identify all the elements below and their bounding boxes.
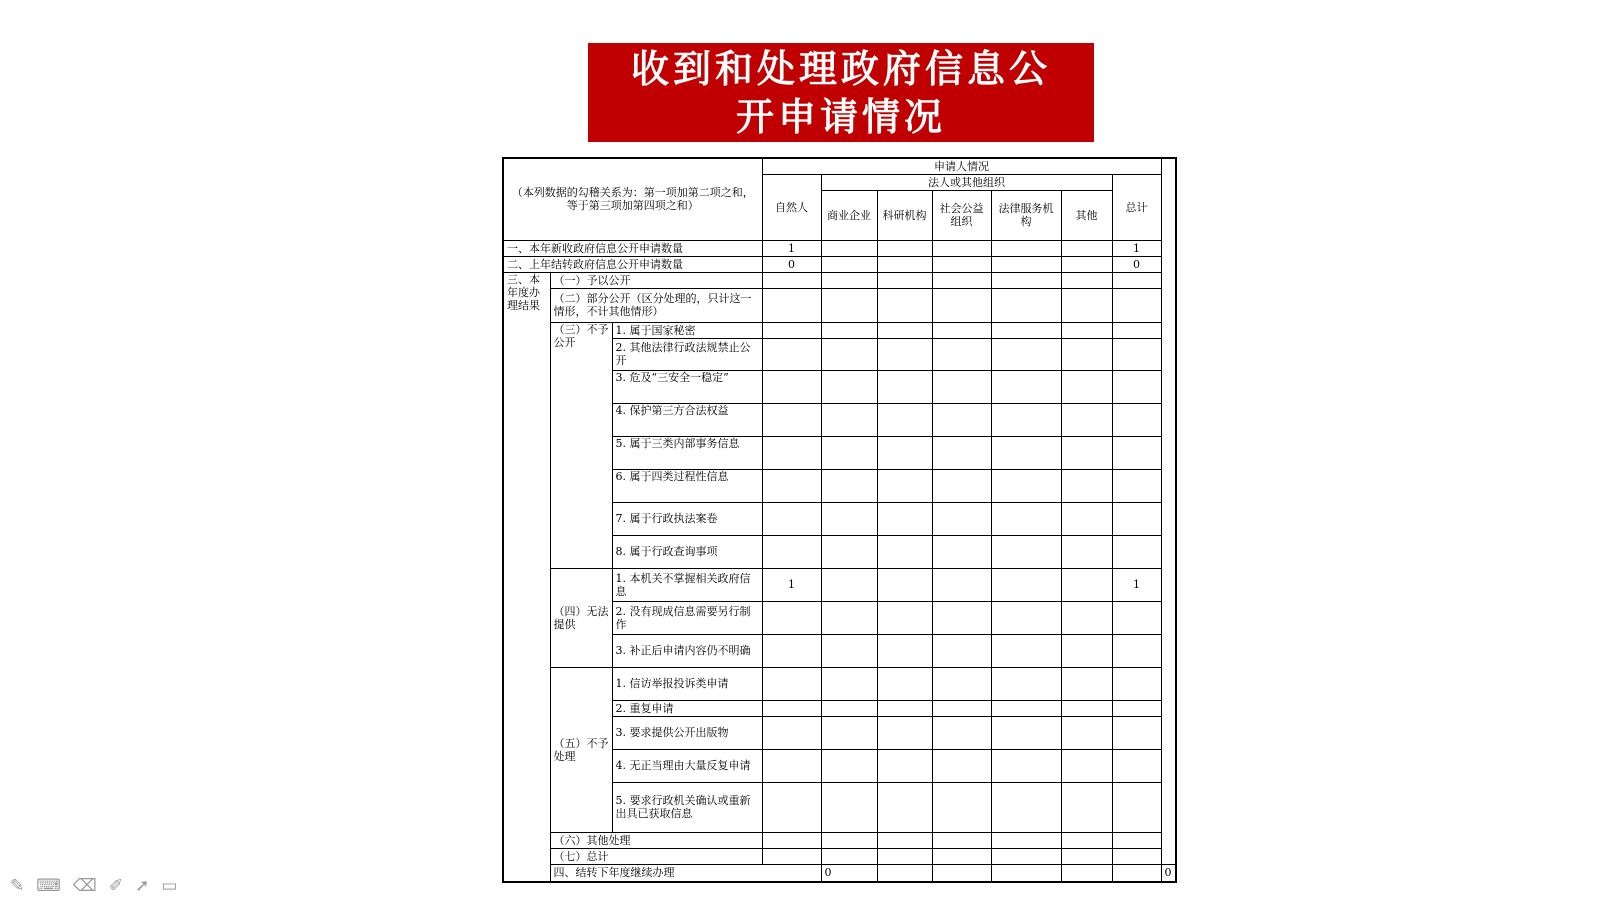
pen-icon[interactable]: ✎ xyxy=(10,876,25,896)
group-label: （四）无法提供 xyxy=(550,568,612,667)
cell-value: 0 xyxy=(1161,864,1176,882)
cell-value: 0 xyxy=(762,256,821,272)
cell-value: 0 xyxy=(1112,256,1161,272)
row-label: 1. 本机关不掌握相关政府信息 xyxy=(612,568,762,601)
cell-value: 1 xyxy=(762,240,821,256)
row-label: 4. 无正当理由大量反复申请 xyxy=(612,749,762,782)
cell-value: 0 xyxy=(821,864,877,882)
row-label: 1. 信访举报投诉类申请 xyxy=(612,667,762,700)
row-label: 一、本年新收政府信息公开申请数量 xyxy=(503,240,762,256)
highlighter-icon[interactable]: ✐ xyxy=(108,876,124,896)
row-label: 3. 要求提供公开出版物 xyxy=(612,716,762,749)
row-label: 5. 属于三类内部事务信息 xyxy=(612,436,762,469)
screen-icon[interactable]: ▭ xyxy=(161,876,178,896)
header-social: 社会公益组织 xyxy=(932,190,991,240)
row-label: 2. 没有现成信息需要另行制作 xyxy=(612,601,762,634)
row-label: （七）总计 xyxy=(550,848,762,864)
header-applicant: 申请人情况 xyxy=(762,158,1161,174)
statistics-table xyxy=(502,157,1177,883)
cell-value: 1 xyxy=(1112,568,1161,601)
header-natural-person: 自然人 xyxy=(762,174,821,240)
row-label: （一）予以公开 xyxy=(550,272,762,288)
row-label: 3. 危及“三安全一稳定” xyxy=(612,370,762,403)
group-label: （三）不予公开 xyxy=(550,322,612,568)
row-label: （二）部分公开（区分处理的，只计这一情形，不计其他情形） xyxy=(550,288,762,322)
header-total: 总计 xyxy=(1112,174,1161,240)
row-label: 8. 属于行政查询事项 xyxy=(612,535,762,568)
annotation-toolbar xyxy=(10,876,177,896)
cell-value: 1 xyxy=(1112,240,1161,256)
row-label: 2. 重复申请 xyxy=(612,700,762,716)
header-research: 科研机构 xyxy=(877,190,932,240)
pointer-icon[interactable]: ➚ xyxy=(135,876,150,896)
eraser-icon[interactable]: ⌫ xyxy=(72,876,97,896)
cell-value: 1 xyxy=(762,568,821,601)
row-label: 5. 要求行政机关确认或重新出具已获取信息 xyxy=(612,782,762,832)
row-label: 7. 属于行政执法案卷 xyxy=(612,502,762,535)
row-label: 1. 属于国家秘密 xyxy=(612,322,762,338)
row-label: （六）其他处理 xyxy=(550,832,762,848)
page-title xyxy=(588,43,1094,142)
keyboard-icon[interactable]: ⌨ xyxy=(36,876,61,896)
header-legal-service: 法律服务机构 xyxy=(991,190,1061,240)
row-label: 四、结转下年度继续办理 xyxy=(550,864,821,882)
row-label: 3. 补正后申请内容仍不明确 xyxy=(612,634,762,667)
header-note: （本列数据的勾稽关系为：第一项加第二项之和，等于第三项加第四项之和） xyxy=(503,158,762,240)
title-text: 收到和处理政府信息公开申请情况 xyxy=(630,45,1051,139)
group-label: （五）不予处理 xyxy=(550,667,612,832)
header-commercial: 商业企业 xyxy=(821,190,877,240)
header-legal-org: 法人或其他组织 xyxy=(821,174,1112,190)
row-label: 6. 属于四类过程性信息 xyxy=(612,469,762,502)
row-label: 二、上年结转政府信息公开申请数量 xyxy=(503,256,762,272)
result-section-label: 三、本年度办理结果 xyxy=(503,272,550,882)
row-label: 2. 其他法律行政法规禁止公开 xyxy=(612,338,762,370)
header-other: 其他 xyxy=(1061,190,1112,240)
row-label: 4. 保护第三方合法权益 xyxy=(612,403,762,436)
